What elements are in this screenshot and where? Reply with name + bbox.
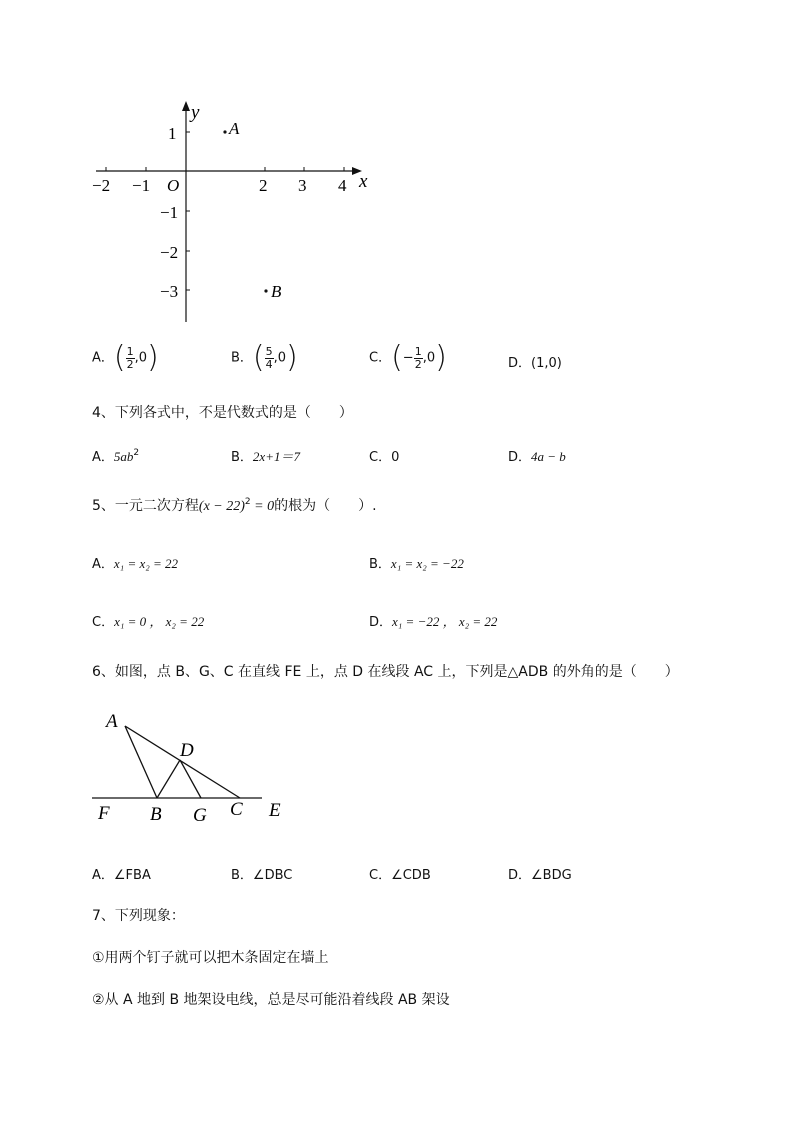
q5-option-d[interactable]: D．x₁ = −22 ， x₂ = 22 — [369, 614, 498, 630]
q5-option-b[interactable]: B．x₁ = x₂ = −22 — [369, 556, 464, 572]
q7-item-1: ①用两个钉子就可以把木条固定在墙上 — [92, 950, 329, 966]
question-7-stem: 7、下列现象： — [92, 908, 185, 924]
q3-option-b[interactable]: B．( $\frac{5}{4}$ ,0) — [231, 340, 298, 375]
q5-option-a[interactable]: A．x₁ = x₂ = 22 — [92, 556, 179, 572]
fraction: $\frac{1}{2}$ — [126, 344, 134, 371]
y-axis-label: y — [191, 102, 200, 123]
y-tick-label: −3 — [160, 282, 179, 301]
segment-dg — [180, 760, 201, 798]
fraction: $\frac{5}{4}$ — [265, 344, 273, 371]
q6-option-b[interactable]: B．∠DBC — [231, 868, 293, 883]
point-b-label: B — [271, 282, 282, 301]
q7-item-2: ②从 A 地到 B 地架设电线，总是尽可能沿着线段 AB 架设 — [92, 992, 450, 1008]
label-d: D — [180, 740, 194, 761]
label-c: C — [230, 799, 243, 820]
q5-option-c[interactable]: C．x₁ = 0 ， x₂ = 22 — [92, 614, 205, 630]
x-tick-label: 4 — [338, 176, 347, 195]
label-e: E — [269, 800, 281, 821]
point-a-label: A — [229, 119, 240, 138]
x-tick-label: 2 — [259, 176, 268, 195]
triangle-figure — [88, 706, 308, 830]
origin-label: O — [167, 176, 180, 195]
q3-option-d[interactable]: D．(1,0) — [508, 356, 562, 371]
question-4-stem: 4、下列各式中，不是代数式的是（ ） — [92, 405, 353, 421]
fraction: $\frac{1}{2}$ — [414, 344, 422, 371]
x-tick-label: 3 — [298, 176, 307, 195]
label-b: B — [150, 804, 162, 825]
q6-option-c[interactable]: C．∠CDB — [369, 868, 431, 883]
y-tick-label: −1 — [160, 203, 179, 222]
label-g: G — [193, 805, 207, 826]
segment-ac — [125, 726, 240, 798]
q4-option-a[interactable]: A．$5ab^2$ — [92, 448, 140, 465]
q3-option-c[interactable]: C．(− $\frac{1}{2}$ ,0) — [369, 340, 447, 375]
y-tick-label: 1 — [168, 124, 177, 143]
q3-option-a[interactable]: A．( $\frac{1}{2}$ ,0) — [92, 340, 159, 375]
label-a: A — [106, 711, 118, 732]
segment-ab — [125, 726, 157, 798]
question-5-stem: 5、一元二次方程$(x - 22)^2 = 0$的根为（ ）. — [92, 497, 377, 514]
x-tick-label: −1 — [132, 176, 151, 195]
point-a-dot — [223, 130, 226, 133]
x-axis-label: x — [359, 171, 368, 192]
q6-option-d[interactable]: D．∠BDG — [508, 868, 572, 883]
q4-option-c[interactable]: C．0 — [369, 450, 400, 465]
segment-bd — [157, 760, 180, 798]
y-axis-arrow — [182, 101, 190, 111]
label-f: F — [98, 803, 110, 824]
coordinate-plane-figure — [88, 96, 388, 328]
q4-option-d[interactable]: D．4a − b — [508, 449, 566, 465]
point-b-dot — [264, 289, 267, 292]
q6-option-a[interactable]: A．∠FBA — [92, 868, 151, 883]
y-tick-label: −2 — [160, 243, 179, 262]
question-6-stem: 6、如图，点 B、G、C 在直线 FE 上，点 D 在线段 AC 上，下列是△ADB 的外角的是（ ） — [92, 664, 679, 680]
q4-option-b[interactable]: B．2x+1＝7 — [231, 449, 300, 465]
x-tick-label: −2 — [92, 176, 111, 195]
